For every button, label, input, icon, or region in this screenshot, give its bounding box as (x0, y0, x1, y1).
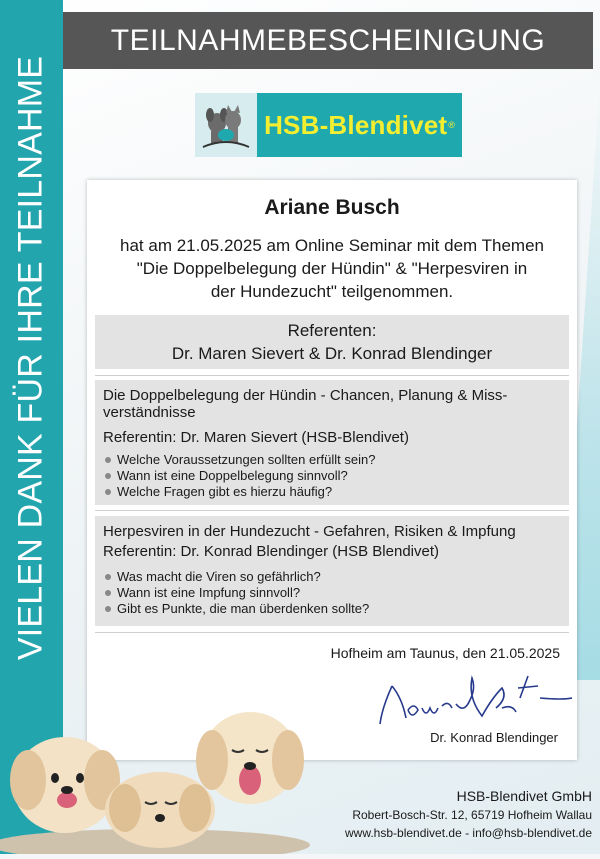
participant-name: Ariane Busch (264, 196, 400, 219)
divider (95, 632, 569, 633)
registered-mark: ® (448, 120, 455, 130)
bullet-icon (105, 590, 111, 596)
topic-bullet-list (103, 569, 369, 617)
company-logo (195, 93, 462, 157)
dog-cat-icon (195, 93, 257, 157)
topic-box-2 (95, 516, 569, 626)
bullet-icon (105, 606, 111, 612)
list-item: Wann ist eine Doppelbelegung sinnvoll? (103, 468, 375, 484)
intro-text (95, 234, 569, 303)
divider (95, 510, 569, 511)
list-item: Gibt es Punkte, die man überdenken sollte? (103, 601, 369, 617)
puppies-image (0, 680, 310, 854)
bullet-icon (105, 489, 111, 495)
logo-wordmark (257, 93, 462, 157)
page-title: TEILNAHMEBESCHEINIGUNG (110, 23, 546, 57)
topic-referent: Referentin: Dr. Maren Sievert (HSB-Blendivet) (103, 429, 409, 446)
topic-title: Die Doppelbelegung der Hündin - Chancen, Planung & Miss-verständnisse (103, 387, 508, 421)
company-footer (345, 788, 592, 840)
company-name: HSB-Blendivet GmbH (456, 788, 592, 804)
place-date: Hofheim am Taunus, den 21.05.2025 (330, 645, 560, 661)
list-item: Wann ist eine Impfung sinnvoll? (103, 585, 369, 601)
topic-bullet-list (103, 452, 375, 500)
signature-icon (372, 668, 572, 732)
referents-label: Referenten: (287, 321, 377, 340)
signer-name: Dr. Konrad Blendinger (430, 730, 558, 745)
company-web-email: www.hsb-blendivet.de - info@hsb-blendivet.de (345, 826, 592, 840)
title-banner (63, 12, 593, 69)
logo-name: HSB-Blendivet (264, 109, 448, 140)
list-item: Welche Fragen gibt es hierzu häufig? (103, 484, 375, 500)
referents-box (95, 315, 569, 369)
topic-title: Herpesviren in der Hundezucht - Gefahren, Risiken & Impfung (103, 523, 516, 540)
intro-line-1: hat am 21.05.2025 am Online Seminar mit dem Themen (120, 236, 544, 255)
referents-names: Dr. Maren Sievert & Dr. Konrad Blendinger (171, 344, 493, 363)
list-item: Was macht die Viren so gefährlich? (103, 569, 369, 585)
topic-referent: Referentin: Dr. Konrad Blendinger (HSB Blendivet) (103, 543, 440, 560)
sidebar-thank-you-text: VIELEN DANK FÜR IHRE TEILNAHME (11, 55, 50, 661)
intro-line-3: der Hundezucht" teilgenommen. (210, 282, 454, 301)
intro-line-2: "Die Doppelbelegung der Hündin" & "Herpesviren in (136, 259, 528, 278)
list-item: Welche Voraussetzungen sollten erfüllt sein? (103, 452, 375, 468)
bullet-icon (105, 457, 111, 463)
divider (95, 375, 569, 376)
topic-box-1 (95, 380, 569, 505)
company-address: Robert-Bosch-Str. 12, 65719 Hofheim Wallau (352, 808, 592, 822)
bullet-icon (105, 574, 111, 580)
bullet-icon (105, 473, 111, 479)
